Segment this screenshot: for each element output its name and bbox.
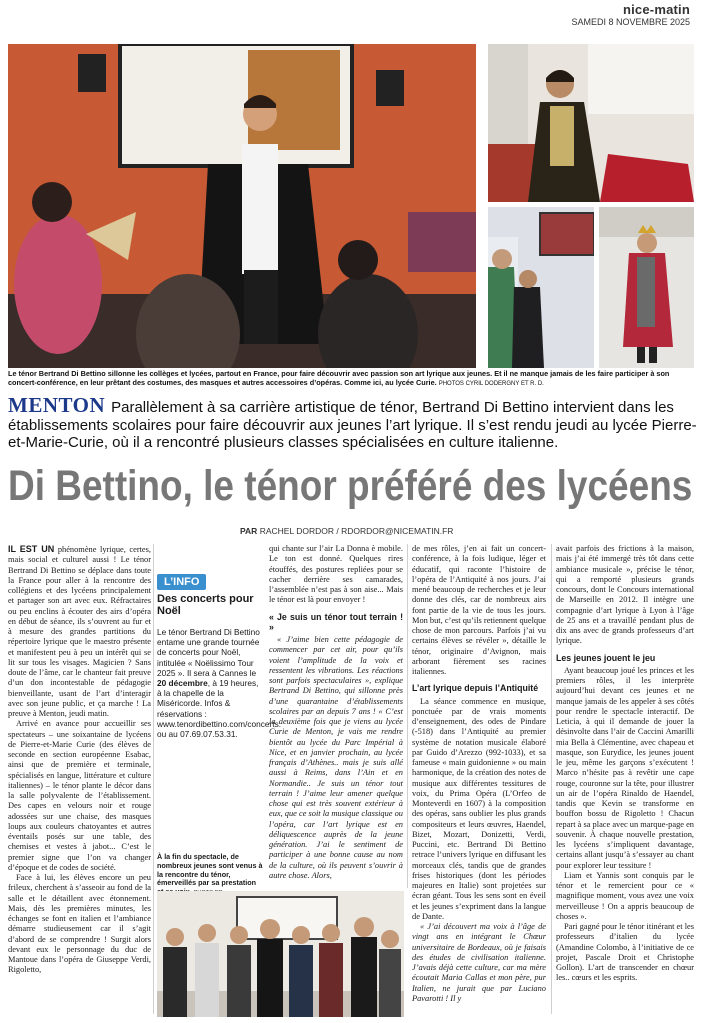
column-divider xyxy=(153,544,154,1014)
column-4-paragraph: Liam et Yannis sont conquis par le ténor et le remercient pour ce « magnifique moment, vous avez une voix merveilleuse ! On a appris beaucoup de choses ». xyxy=(556,870,694,921)
column-3-paragraph: de mes rôles, j’en ai fait un concert-conférence, à la fois ludique, léger et éducatif, qui raconte l’histoire de l’opéra de l’Antiquité à nos jours. J’ai mené beaucoup de recherches et je leur donne des clés, car de nombreux airs font partie de la vie de tous les jours. Mon but, c’est qu’ils retiennent quelque chose de mon parcours. Parfois j’ai vu certains élèves se révéler », détaille le ténor, originaire d’Avignon, mais arborant fièrement ses racines italiennes. xyxy=(412,544,546,676)
main-photo-illustration xyxy=(8,44,476,368)
info-box xyxy=(157,572,282,740)
subheading: L’art lyrique depuis l’Antiquité xyxy=(412,683,539,694)
quote-text: « J’aime bien cette pédagogie de commencer par cet air, pour qu’ils voient l’amplitude de la voix et ressentent les vibrations. Les réactions sont parfois spectaculaires », explique Bertrand Di Bettino, qui sillonne près d’une quarantaine d’établissements scolaires par an depuis 7 ans ! « C’est la deuxième fois que je viens au lycée Curie de Menton, je vais me rendre bientôt au lycée du Parc Impérial à Nice, et en janvier prochain, au lycée français d’Athènes.. mais je suis allé aussi à Reims, dans l’Ain et en Normandie.. Je suis un ténor tout terrain ! J’aime leur amener quelque chose qui est très souvent extérieur à eux, que ce soit la musique classique ou l’opéra, car l’art lyrique est en déliquescence auprès de la jeune génération. J’ai le sentiment de participer à une bonne cause au nom de la culture, où ils peuvent s’ouvrir à autre chose. Alors, xyxy=(269,635,403,880)
subheading: « Je suis un ténor tout terrain ! » xyxy=(269,611,403,632)
side-photo-student-illustration xyxy=(599,207,694,368)
photo-caption xyxy=(8,369,694,389)
info-date: 20 décembre xyxy=(157,678,208,689)
article-column-4 xyxy=(556,544,694,984)
issue-date: SAMEDI 8 NOVEMBRE 2025 xyxy=(571,17,690,27)
lead-city: MENTON xyxy=(8,393,106,417)
column-3-paragraph xyxy=(412,922,546,1004)
byline-prefix: PAR xyxy=(240,526,258,536)
side-photo-tenor-costume xyxy=(488,44,694,202)
column-3-paragraph: La séance commence en musique, ponctuée par de vrais moments d’enseignement, des odes de Pindare (-518) dans l’Antiquité au premier système de notation musicale élaboré par Guido d’Arezzo (992-1033), et sa fameuse « main guidonienne » ou main harmonique, de la création des notes de musique aux différentes tessitures de voix, du Prima Opéra (L’Orfeo de Monteverdi en 1607) à la composition des opéras, sans oublier les plus grands compositeurs et leurs œuvres, Haendel, Bizet, Mozart, Donizetti, Verdi, Puccini, etc. Bertrand Di Bettino retrace l’univers lyrique en diffusant les morceaux clés, tandis que de grandes frises historiques (dont les périodes majeures en Italie) sont projetées sur écran géant. Tous les sens sont en éveil et les jeunes s’expriment dans la langue de Dante. xyxy=(412,696,546,921)
subheading: Les jeunes jouent le jeu xyxy=(556,652,656,663)
photo-caption-text: Le ténor Bertrand Di Bettino sillonne les collèges et lycées, partout en France, pour faire découvrir avec passion son art lyrique aux jeunes. Et il ne manque jamais de les faire participer à son concert-conférence, en leur prêtant des costumes, des masques et autres accessoires d’opéras. Comme ici, au lycée Curie. xyxy=(8,369,670,387)
headline: Di Bettino, le ténor préféré des lycéens xyxy=(8,462,693,510)
info-tag: L’INFO xyxy=(157,574,206,590)
article-column-1 xyxy=(8,544,151,976)
info-text: Le ténor Bertrand Di Bettino entame une grande tournée de concerts pour Noël, intitulée « Noëlissimo Tour 2025 ». Il sera à Cannes le xyxy=(157,627,260,678)
info-text: , à 19 heures, à la chapelle de la Miséricorde. Infos & réservations : www.tenordibettino.com/concerts. ou au 07.69.07.53.31. xyxy=(157,678,282,740)
group-photo-caption-text: À la fin du spectacle, de nombreux jeunes sont venus à la rencontre du ténor, émerveillés par sa prestation xyxy=(157,852,263,888)
article-lead xyxy=(8,393,698,452)
column-divider xyxy=(407,544,408,888)
info-body xyxy=(157,627,282,740)
article-column-2 xyxy=(269,544,403,881)
main-photo xyxy=(8,44,476,368)
article-column-3 xyxy=(412,544,546,1004)
photo-credit: PHOTOS CYRIL DODERGNY ET R. D. xyxy=(438,381,544,387)
group-photo xyxy=(157,891,404,1017)
column-1-paragraph: Face à lui, les élèves encore un peu frileux, cherchent à s’asseoir au fond de la salle et le détaillent avec étonnement. Mais, dès les premières minutes, les échanges se font en italien et l’ambiance démarre studieusement car il s’agit d’abord de se comprendre ! Surgit alors devant eux le personnage du duc de Mantoue dans l’opéra de Giuseppe Verdi, Rigoletto, xyxy=(8,873,151,975)
column-2-paragraph: qui chante sur l’air La Donna è mobile. Le ton est donné. Quelques rires étouffés, des postures repliées pour se cacher derrière ses camarades, l’assemblée n’est pas à son aise... Mais le ténor est là pour envoyer ! xyxy=(269,544,403,605)
side-photo-student-costume xyxy=(599,207,694,368)
side-photo-classroom xyxy=(488,207,594,368)
page-header xyxy=(571,2,690,27)
column-1-paragraph: Arrivé en avance pour accueillir ses spectateurs – une soixantaine de lycéens de Pierre-et-Marie Curie (des élèves de seconde en section européenne Esabac, ainsi que de première et terminale, spécialisés en langue, littérature et culture italiennes) – le ténor plante le décor dans la salle polyvalente de l’établissement. Des capes en velours noir et rouge adossées sur une chaise, des masques loups aux couleurs chatoyantes et autres éventails posés sur une table, des chemises et vestes à jabot... C’est le premier signe que l’on va changer d’époque et de codes de société. xyxy=(8,719,151,872)
column-4-paragraph: Pari gagné pour le ténor itinérant et les professeurs d’italien du lycée (Amandine Colombo, à l’initiative de ce projet, Pascale Droit et Christophe Gollon). L’art de transcender en chœur les.. cœurs et les esprits. xyxy=(556,922,695,983)
side-photo-illustration xyxy=(488,44,694,202)
lead-text: Parallèlement à sa carrière artistique de ténor, Bertrand Di Bettino intervient dans les établissements scolaires pour faire découvrir aux jeunes l’art lyrique. Il s’est rendu jeudi au lycée Pierre-et-Marie-Curie, où il a rencontré plusieurs classes spécialisées en culture italienne. xyxy=(8,399,697,451)
quote-text: « J’ai découvert ma voix à l’âge de vingt ans en intégrant le Chœur universitaire de Bordeaux, où je faisais des études de civilisation italienne. J’avais déjà cette culture, car ma mère écoutait Maria Callas et mon père, pur Italien, ne jurait que par Luciano Pavarotti ! Il y xyxy=(412,922,546,1003)
column-4-paragraph: avait parfois des frictions à la maison, mais j’ai été immergé très tôt dans cette ambiance musicale », précise le ténor, qui a remporté plusieurs grands concours, dont le Concours international de Marseille en 2012. Il intègre une compagnie d’art lyrique à Lyon à l’âge de 25 ans et a travaillé pendant plus de dix ans avec de grands professeurs d’art lyrique. xyxy=(556,544,694,646)
group-photo-illustration xyxy=(157,891,404,1017)
byline-author: RACHEL DORDOR / RDORDOR@NICEMATIN.FR xyxy=(259,526,454,536)
column-divider xyxy=(551,544,552,1014)
column-4-paragraph: Ayant beaucoup joué les princes et les premiers rôles, il les interprète aujourd’hui devant ces jeunes et ne manque jamais de les appeler à ses côtés pour rendre le spectacle interactif. De Leticia, à qui il demande de jouer la désinvolte dans l’air de Caccini Amarilli mia Bella à Clémentine, avec chapeau et masque, son Eurydice, les jeunes jouent le jeu, même les garçons s’exécutent ! Marco n’hésite pas à revêtir une cape rouge, couronne sur la tête, pour illustrer un air de l’opéra Rinaldo de Haendel, tandis que Kevin se transforme en bouffon bossu de Rigoletto ! Chacun repart à sa place avec un marque-page en souvenir. À chaque nouvelle prestation, les lycéens s’impliquent davantage, certains allant jusqu’à s’essayer au chant pour explorer leur tessiture ! xyxy=(556,665,694,870)
column-2-paragraph xyxy=(269,635,403,881)
drop-cap: IL EST UN xyxy=(8,544,55,554)
byline xyxy=(240,526,453,536)
info-title: Des concerts pour Noël xyxy=(157,593,254,617)
side-photo-classroom-illustration xyxy=(488,207,594,368)
newspaper-brand: nice-matin xyxy=(622,2,690,17)
paragraph-text: phénomène lyrique, certes, mais social et culturel aussi ! Le ténor Bertrand Di Bettino se déplace dans toute la France pour aller à la rencontre des collégiens et des lycéens principalement et partager son art avec eux. Réfractaires ou peu enclins à écouter des airs d’opéra en début de séance, ils s’ouvrent au fur et à mesure des grandes partitions du répertoire lyrique que le maestro présente et manifestent peu à peu un intérêt qui se lit sur tous les visages. Magicien ? Sans doute de l’âme, car le chanteur fait preuve d’un don incontestable de pédagogie bienveillante, usant de l’art d’interagir avec son jeune public, et ça marche ! La preuve à Menton, jeudi matin. xyxy=(8,545,151,718)
column-1-paragraph xyxy=(8,544,151,719)
